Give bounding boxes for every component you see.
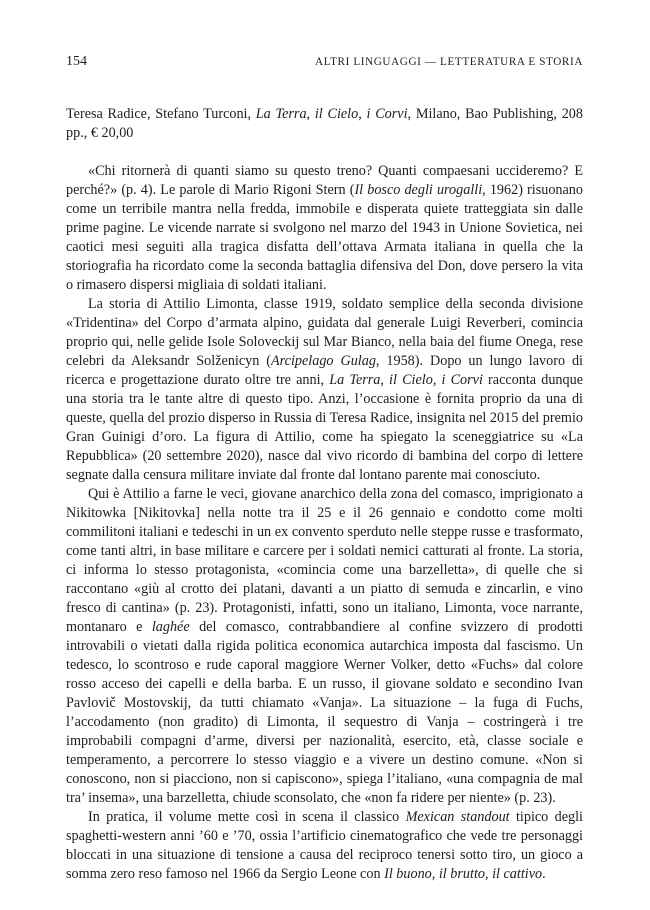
italic-title: La Terra, il Cielo, i Corvi — [329, 372, 483, 388]
paragraph — [66, 808, 583, 884]
article-body — [66, 105, 583, 884]
paragraph — [66, 162, 583, 295]
text-segment: «Chi ritornerà di quanti siamo su questo treno? Quanti compaesani uccideremo? E perché?» (p. 4). Le parole di Mario Rigoni Stern ( — [66, 163, 583, 198]
page-number: 154 — [66, 54, 87, 69]
text-segment: , 1958). Dopo un lungo lavoro di ricerca e progettazione durato oltre tre anni, — [66, 353, 584, 388]
citation-publisher: , Milano, Bao Publishing, 208 pp., € 20,00 — [66, 106, 583, 141]
running-head: ALTRI LINGUAGGI — LETTERATURA E STORIA — [315, 56, 583, 68]
italic-title: Arcipelago Gulag — [271, 353, 376, 369]
italic-title: laghée — [151, 619, 190, 635]
text-segment: Qui è Attilio a farne le veci, giovane anarchico della zona del comasco, imprigionato a Nikitowka [Nikitovka] nella notte tra il 25 e il 26 gennaio e condotto come molti commilitoni italiani e tedeschi in un ex convento sperduto nelle steppe russe e trasformato, come tanti altri, in base militare e carcere per i soldati nemici catturati al fronte. La storia, ci informa lo stesso protagonista, «comincia come una barzelletta», di quelle che si raccontano «giù al crotto dei platani, davanti a un piatto di semuda e zincarlin, e vino fresco di cantina» (p. 23). Protagonisti, infatti, sono un italiano, Limonta, voce narrante, montanaro e — [66, 486, 583, 635]
text-segment: racconta dunque una storia tra le tante altre di questo tipo. Anzi, l’occasione è fornita proprio da una di queste, quella del prozio disperso in Russia di Teresa Radice, insignita nel 2015 del premio Gran Guinigi d’oro. La figura di Attilio, come ha spiegato la sceneggiatrice su «La Repubblica» (20 settembre 2020), nasce dal vivo ricordo di bambina del corpo di lettere segnate dalla censura militare inviate dal fronte dal lontano parente mai conosciuto. — [66, 372, 583, 483]
paragraph — [66, 295, 583, 485]
text-segment: tipico degli spaghetti-western anni ’60 e ’70, ossia l’artificio cinematografico che vede tre personaggi bloccati in una situazione di tensione a causa del reciproco tenersi sotto tiro, un gioco a somma zero reso famoso nel 1966 da Sergio Leone con — [66, 809, 583, 882]
paragraphs — [66, 162, 583, 884]
text-segment: La storia di Attilio Limonta, classe 1919, soldato semplice della seconda divisione «Tridentina» del Corpo d’armata alpino, guidata dal generale Luigi Reverberi, comincia proprio qui, nelle gelide Isole Soloveckij sul Mar Bianco, nella baia del fiume Onega, rese celebri da Aleksandr Solženicyn ( — [66, 296, 583, 369]
italic-title: Mexican standout — [405, 809, 510, 825]
italic-title: Il buono, il brutto, il cattivo — [384, 866, 543, 882]
text-segment: , 1962) risuonano come un terribile mantra nella fredda, immobile e disperata quiete tratteggiata sin dalle prime pagine. Le vicende narrate si svolgono nel marzo del 1943 in Unione Sovietica, nei caotici mesi seguiti alla tragica disfatta dell’ottava Armata italiana in quella che la storiografia ha ricordato come la seconda battaglia difensiva del Don, dove persero la vita o rimasero dispersi migliaia di soldati italiani. — [66, 182, 583, 293]
citation-authors: Teresa Radice, Stefano Turconi, — [66, 106, 256, 122]
page-header — [66, 54, 583, 74]
book-citation — [66, 105, 583, 143]
text-segment: In pratica, il volume mette così in scena il classico — [88, 809, 406, 825]
text-segment: del comasco, contrabbandiere al confine svizzero di prodotti introvabili o vietati dalla rigida politica economica autarchica imposta dal fascismo. Un tedesco, lo scontroso e rude caporal maggiore Werner Volker, detto «Fuchs» dal colore rosso acceso dei capelli e della barba. E un russo, il giovane soldato e secondino Ivan Pavlovič Mostovskij, da tutti chiamato «Vanja». La situazione – la fuga di Fuchs, l’accodamento (non gradito) di Limonta, il sequestro di Vanja – costringerà i tre improbabili compagni d’arme, diversi per nazionalità, esercito, età, classe sociale e temperamento, a percorrere lo stesso viaggio e a vivere un destino comune. «Non si conoscono, non si piacciono, non si capiscono», spiega l’italiano, «una compagnia de mal tra’ insema», una barzelletta, chiude sconsolato, che «non fa ridere per niente» (p. 23). — [66, 619, 583, 806]
text-segment: . — [542, 866, 546, 882]
paragraph — [66, 485, 583, 808]
italic-title: Il bosco degli urogalli — [354, 182, 483, 198]
citation-title: La Terra, il Cielo, i Corvi — [255, 106, 408, 122]
